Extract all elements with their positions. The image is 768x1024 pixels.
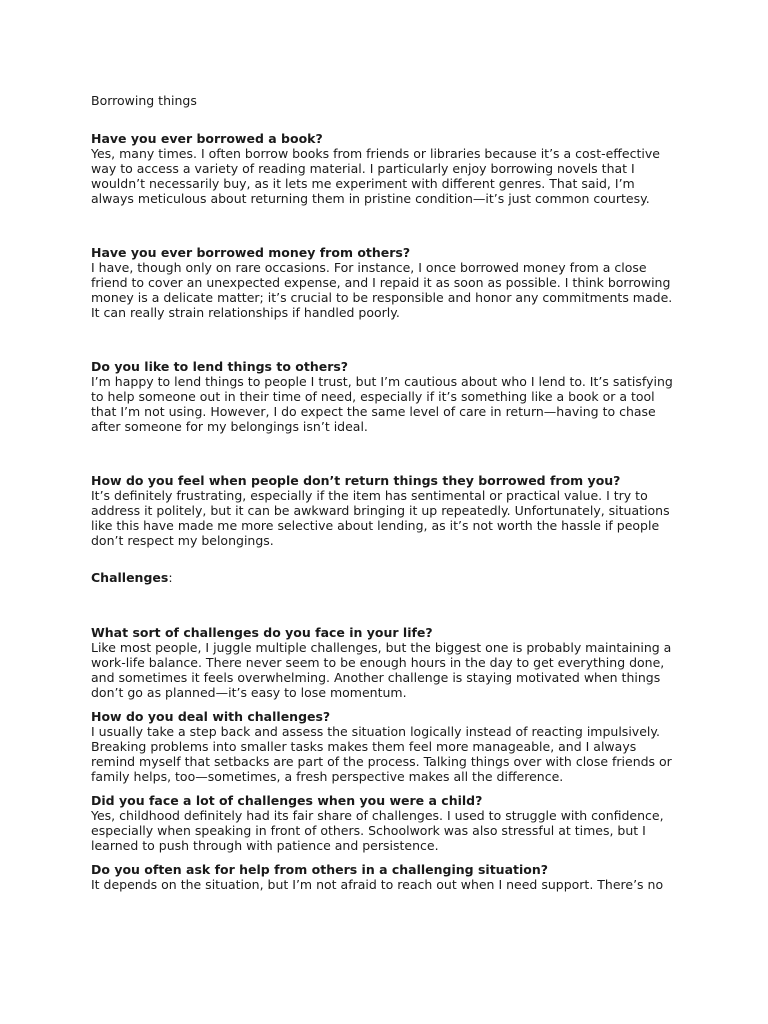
answer-line: that I’m not using. However, I do expect the same level of care in return—having to chase [91, 404, 656, 419]
qa-block [91, 709, 691, 784]
answer-line: I usually take a step back and assess the situation logically instead of reacting impulsively. [91, 724, 660, 739]
qa-block [91, 245, 691, 320]
answer-line: friend to cover an unexpected expense, and I repaid it as soon as possible. I think borrowing [91, 275, 671, 290]
answer-line: don’t respect my belongings. [91, 533, 274, 548]
answer [91, 877, 691, 892]
answer-line: It’s definitely frustrating, especially if the item has sentimental or practical value. I try to [91, 488, 648, 503]
answer [91, 808, 691, 853]
qa-block [91, 862, 691, 892]
qa-block [91, 131, 691, 206]
answer-line: Like most people, I juggle multiple challenges, but the biggest one is probably maintaining a [91, 640, 672, 655]
answer-line: address it politely, but it can be awkward bringing it up repeatedly. Unfortunately, situations [91, 503, 670, 518]
qa-block [91, 473, 691, 548]
answer [91, 146, 691, 206]
answer [91, 374, 691, 434]
document-body [91, 93, 691, 892]
question: How do you feel when people don’t return things they borrowed from you? [91, 473, 621, 488]
answer-line: especially when speaking in front of others. Schoolwork was also stressful at times, but I [91, 823, 646, 838]
section-heading [91, 570, 691, 585]
answer-line: learned to push through with patience and persistence. [91, 838, 439, 853]
answer-line: I have, though only on rare occasions. For instance, I once borrowed money from a close [91, 260, 647, 275]
answer [91, 260, 691, 320]
answer-line: work-life balance. There never seem to be enough hours in the day to get everything done, [91, 655, 665, 670]
question: Do you often ask for help from others in a challenging situation? [91, 862, 549, 877]
answer-line: always meticulous about returning them in pristine condition—it’s just common courtesy. [91, 191, 650, 206]
question: Do you like to lend things to others? [91, 359, 349, 374]
question: Have you ever borrowed money from others? [91, 245, 411, 260]
answer-line: family helps, too—sometimes, a fresh perspective makes all the difference. [91, 769, 564, 784]
qa-block [91, 793, 691, 853]
qa-block [91, 625, 691, 700]
answer-line: Breaking problems into smaller tasks makes them feel more manageable, and I always [91, 739, 637, 754]
answer [91, 724, 691, 784]
question: How do you deal with challenges? [91, 709, 331, 724]
question: Have you ever borrowed a book? [91, 131, 323, 146]
section-heading-text: Challenges [91, 570, 169, 585]
answer-line: like this have made me more selective about lending, as it’s not worth the hassle if people [91, 518, 660, 533]
answer-line: way to access a variety of reading material. I particularly enjoy borrowing novels that I [91, 161, 635, 176]
answer-line: remind myself that setbacks are part of the process. Talking things over with close friends or [91, 754, 672, 769]
question: Did you face a lot of challenges when you were a child? [91, 793, 483, 808]
answer-line: It depends on the situation, but I’m not afraid to reach out when I need support. There’s no [91, 877, 664, 892]
answer-line: and sometimes it feels overwhelming. Another challenge is staying motivated when things [91, 670, 661, 685]
section-heading-colon: : [168, 570, 173, 585]
answer-line: I’m happy to lend things to people I trust, but I’m cautious about who I lend to. It’s satisfying [91, 374, 673, 389]
answer-line: don’t go as planned—it’s easy to lose momentum. [91, 685, 407, 700]
answer-line: after someone for my belongings isn’t ideal. [91, 419, 368, 434]
qa-block [91, 359, 691, 434]
question: What sort of challenges do you face in your life? [91, 625, 433, 640]
answer-line: to help someone out in their time of need, especially if it’s something like a book or a tool [91, 389, 655, 404]
document-title: Borrowing things [91, 93, 197, 108]
answer [91, 488, 691, 548]
answer-line: It can really strain relationships if handled poorly. [91, 305, 400, 320]
answer-line: money is a delicate matter; it’s crucial to be responsible and honor any commitments made. [91, 290, 673, 305]
answer [91, 640, 691, 700]
answer-line: Yes, many times. I often borrow books from friends or libraries because it’s a cost-effective [91, 146, 660, 161]
answer-line: wouldn’t necessarily buy, as it lets me experiment with different genres. That said, I’m [91, 176, 635, 191]
answer-line: Yes, childhood definitely had its fair share of challenges. I used to struggle with confidence, [91, 808, 664, 823]
